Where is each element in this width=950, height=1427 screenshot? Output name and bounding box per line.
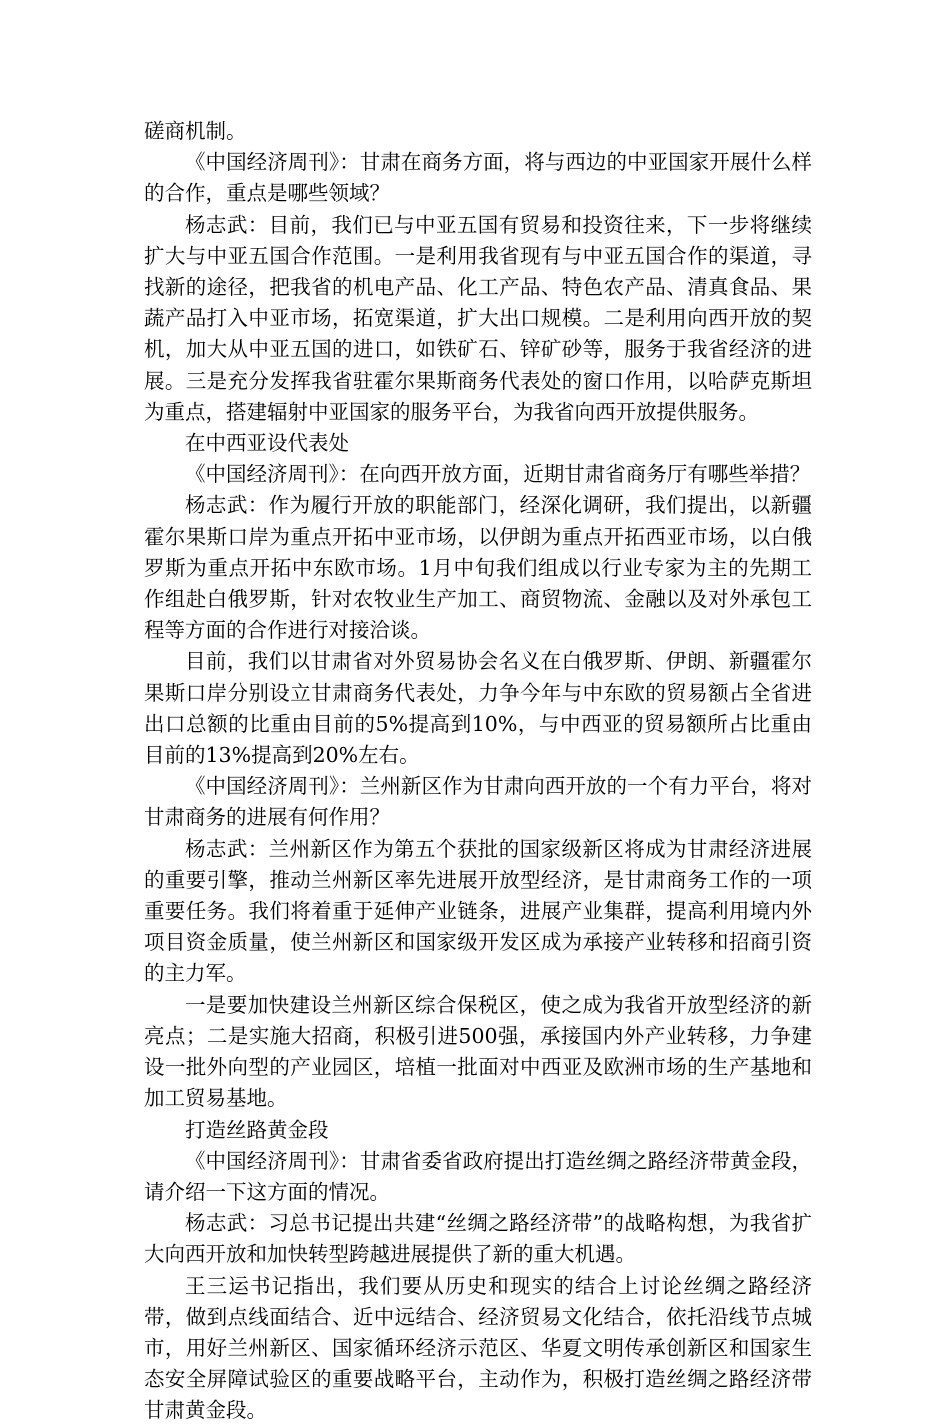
section-heading: 在中西亚设代表处 (185, 431, 349, 456)
article-body (144, 116, 812, 1427)
paragraph-question: 《中国经济周刊》：在向西开放方面，近期甘肃省商务厅有哪些举措？ (185, 462, 811, 487)
paragraph-body: 一是要加快建设兰州新区综合保税区，使之成为我省开放型经济的新亮点；二是实施大招商，积极引进500强，承接国内外产业转移，力争建设一批外向型的产业园区，培植一批面对中西亚及欧洲市场的生产基地和加工贸易基地。 (144, 992, 812, 1111)
paragraph-body: 王三运书记指出，我们要从历史和现实的结合上讨论丝绸之路经济带，做到点线面结合、近中远结合、经济贸易文化结合，依托沿线节点城市，用好兰州新区、国家循环经济示范区、华夏文明传承创新区和国家生态安全屏障试验区的重要战略平台，主动作为，积极打造丝绸之路经济带甘肃黄金段。 (144, 1273, 812, 1423)
paragraph-question: 《中国经济周刊》：兰州新区作为甘肃向西开放的一个有力平台，将对甘肃商务的进展有何作用？ (144, 774, 812, 830)
paragraph-continuation: 磋商机制。 (144, 119, 247, 143)
paragraph-answer: 杨志武：作为履行开放的职能部门，经深化调研，我们提出，以新疆霍尔果斯口岸为重点开拓中亚市场，以伊朗为重点开拓西亚市场，以白俄罗斯为重点开拓中东欧市场。1月中旬我们组成以行业专家为主的先期工作组赴白俄罗斯，针对农牧业生产加工、商贸物流、金融以及对外承包工程等方面的合作进行对接洽谈。 (144, 493, 812, 643)
paragraph-answer: 杨志武：兰州新区作为第五个获批的国家级新区将成为甘肃经济进展的重要引擎，推动兰州新区率先进展开放型经济，是甘肃商务工作的一项重要任务。我们将着重于延伸产业链条，进展产业集群，提高利用境内外项目资金质量，使兰州新区和国家级开发区成为承接产业转移和招商引资的主力军。 (144, 836, 812, 986)
paragraph-answer: 杨志武：习总书记提出共建“丝绸之路经济带”的战略构想，为我省扩大向西开放和加快转型跨越进展提供了新的重大机遇。 (144, 1211, 812, 1267)
paragraph-answer: 杨志武：目前，我们已与中亚五国有贸易和投资往来，下一步将继续扩大与中亚五国合作范围。一是利用我省现有与中亚五国合作的渠道，寻找新的途径，把我省的机电产品、化工产品、特色农产品、清真食品、果蔬产品打入中亚市场，拓宽渠道，扩大出口规模。二是利用向西开放的契机，加大从中亚五国的进口，如铁矿石、锌矿砂等，服务于我省经济的进展。三是充分发挥我省驻霍尔果斯商务代表处的窗口作用，以哈萨克斯坦为重点，搭建辐射中亚国家的服务平台，为我省向西开放提供服务。 (144, 212, 812, 424)
paragraph-body: 目前，我们以甘肃省对外贸易协会名义在白俄罗斯、伊朗、新疆霍尔果斯口岸分别设立甘肃商务代表处，力争今年与中东欧的贸易额占全省进出口总额的比重由目前的5%提高到10%，与中西亚的贸易额所占比重由目前的13%提高到20%左右。 (144, 649, 812, 768)
section-heading: 打造丝路黄金段 (185, 1117, 329, 1142)
paragraph-question: 《中国经济周刊》：甘肃省委省政府提出打造丝绸之路经济带黄金段，请介绍一下这方面的情况。 (144, 1148, 812, 1204)
paragraph-question: 《中国经济周刊》：甘肃在商务方面，将与西边的中亚国家开展什么样的合作，重点是哪些领域？ (144, 150, 812, 206)
